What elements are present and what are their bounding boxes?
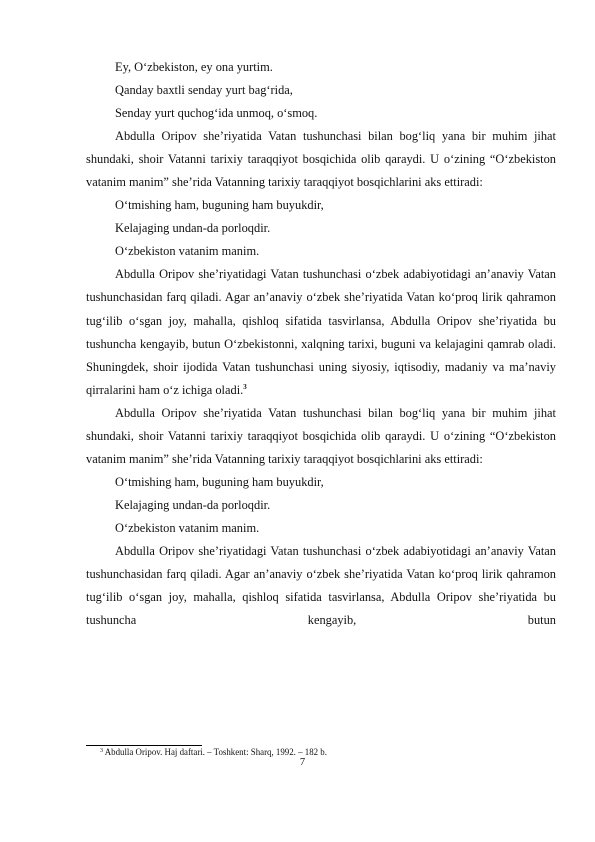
verse-line: Kelajaging undan-da porloqdir. <box>115 221 271 236</box>
paragraph-text: Abdulla Oripov she’riyatidagi Vatan tushunchasi o‘zbek adabiyotidagi an’anaviy Vatan tushunchasidan farq qiladi. Agar an’anaviy o‘zbek she’riyatida Vatan ko‘proq lirik qahramon tug‘ilib o‘sgan joy, mahalla, qishloq sifatida tasvirlansa, Abdulla Oripov she’riyatida bu tushuncha kengayib, butun O‘zbekistonni, xalqning tarixi, buguni va kelajagini qamrab oladi. Shuningdek, shoir ijodida Vatan tushunchasi uning siyosiy, iqtisodiy, madaniy va ma’naviy qirralarini ham o‘z ichiga oladi. <box>86 267 556 397</box>
page-number: 7 <box>299 757 306 768</box>
verse-line: O‘tmishing ham, buguning ham buyukdir, <box>115 474 324 489</box>
verse-line: Qanday baxtli senday yurt bag‘rida, <box>115 83 293 98</box>
verse-line: O‘zbekiston vatanim manim. <box>115 244 260 259</box>
verse-line: Kelajaging undan-da porloqdir. <box>115 497 271 512</box>
footnote-reference[interactable]: 3 <box>243 382 247 391</box>
paragraph: Abdulla Oripov she’riyatida Vatan tushunchasi bilan bog‘liq yana bir muhim jihat shundaki, shoir Vatanni tarixiy taraqqiyot bosqichida olib qaraydi. U o‘zining “O‘zbekiston vatanim manim” she’rida Vatanning tarixiy taraqqiyot bosqichlarini aks ettiradi: <box>86 405 556 466</box>
verse-line: O‘tmishing ham, buguning ham buyukdir, <box>115 198 324 213</box>
verse-line: Ey, O‘zbekiston, ey ona yurtim. <box>115 60 273 74</box>
main-text <box>86 56 556 632</box>
paragraph: Abdulla Oripov she’riyatidagi Vatan tushunchasi o‘zbek adabiyotidagi an’anaviy Vatan tushunchasidan farq qiladi. Agar an’anaviy o‘zbek she’riyatida Vatan ko‘proq lirik qahramon tug‘ilib o‘sgan joy, mahalla, qishloq sifatida tasvirlansa, Abdulla Oripov she’riyatida bu tushuncha kengayib, butun <box>86 543 556 628</box>
paragraph-with-footnote <box>86 263 556 401</box>
verse-line: Senday yurt quchog‘ida unmoq, o‘smoq. <box>115 106 318 121</box>
footnote-text: Abdulla Oripov. Haj daftari. – Toshkent: Sharq, 1992. – 182 b. <box>104 747 327 757</box>
paragraph: Abdulla Oripov she’riyatida Vatan tushunchasi bilan bog‘liq yana bir muhim jihat shundaki, shoir Vatanni tarixiy taraqqiyot bosqichida olib qaraydi. U o‘zining “O‘zbekiston vatanim manim” she’rida Vatanning tarixiy taraqqiyot bosqichlarini aks ettiradi: <box>86 129 556 190</box>
verse-line: O‘zbekiston vatanim manim. <box>115 520 260 535</box>
footnote-marker: 3 <box>100 748 103 754</box>
